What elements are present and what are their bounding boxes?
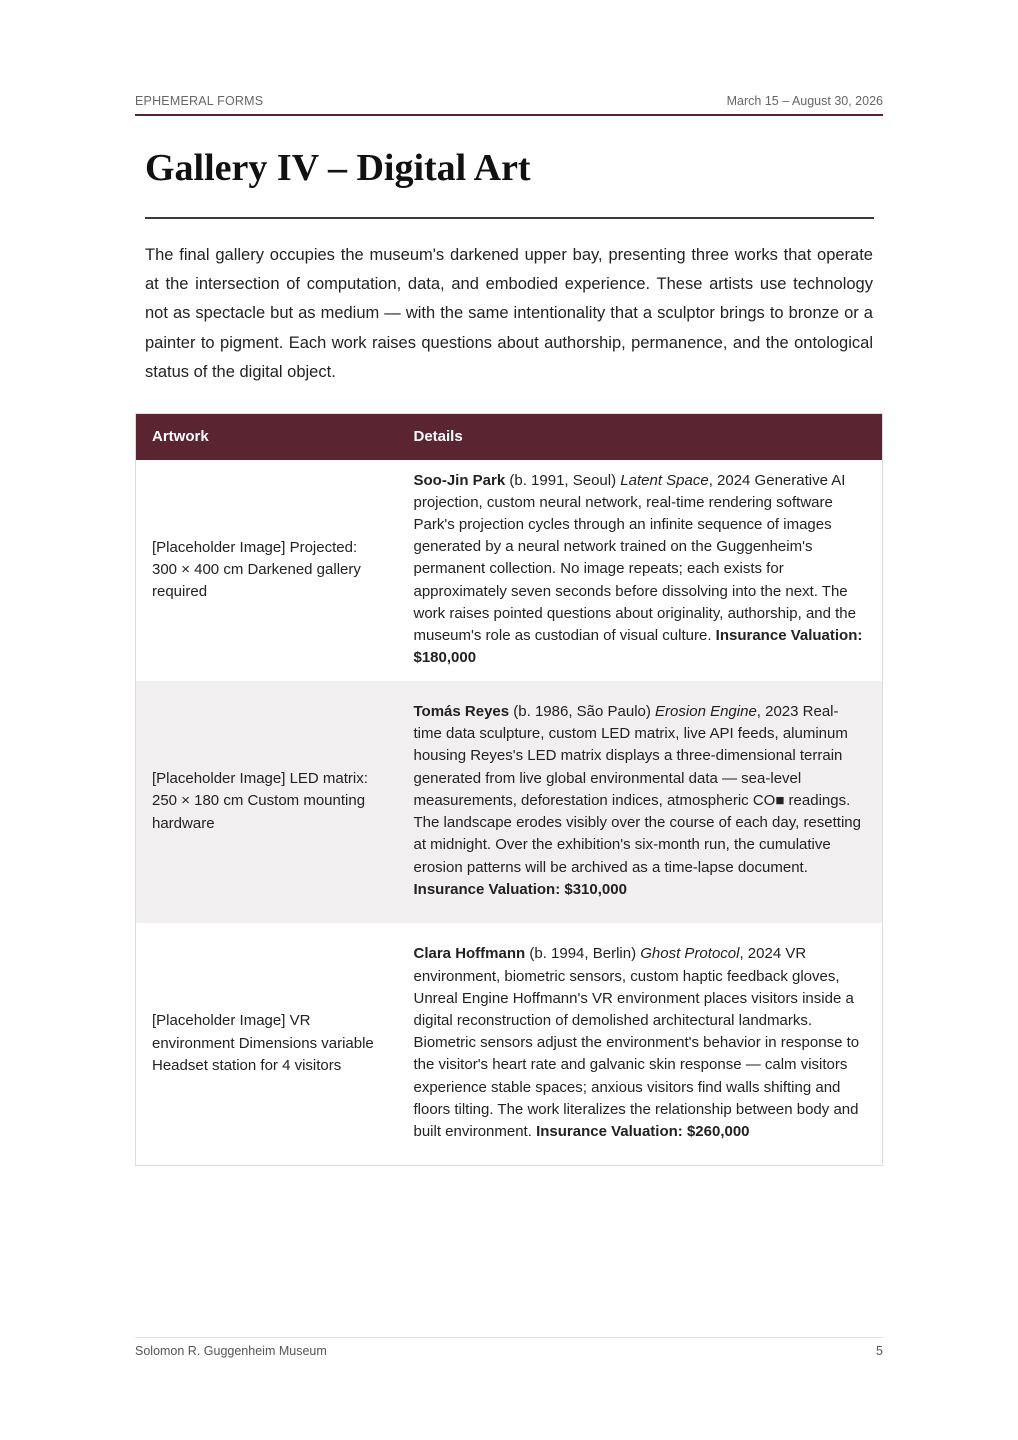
table-row bbox=[136, 460, 883, 681]
work-title: Erosion Engine bbox=[655, 703, 757, 721]
intro-paragraph: The final gallery occupies the museum's darkened upper bay, presenting three works that operate at the intersection of computation, data, and embodied experience. These artists use technology not as spectacle but as medium — with the same intentionality that a sculptor brings to bronze or a painter to pigment. Each work raises questions about authorship, permanence, and the ontological status of the digital object. bbox=[145, 246, 873, 381]
footer-divider bbox=[135, 1337, 883, 1338]
work-title: Ghost Protocol bbox=[640, 945, 740, 963]
column-header-artwork: Artwork bbox=[136, 414, 398, 460]
title-divider bbox=[145, 217, 874, 219]
artwork-placeholder: [Placeholder Image] LED matrix: 250 × 180 cm Custom mounting hardware bbox=[136, 681, 398, 923]
table-header-row bbox=[136, 414, 883, 460]
work-description: , 2023 Real-time data sculpture, custom LED matrix, live API feeds, aluminum housing Reyes's LED matrix displays a three-dimensional terrain generated from live global environmental data — sea-level measurements, deforestation indices, atmospheric CO■ readings. The landscape erodes visibly over the course of each day, resetting at midnight. Over the exhibition's six-month run, the cumulative erosion patterns will be archived as a time-lapse document. bbox=[413, 703, 861, 876]
artist-name: Soo-Jin Park bbox=[413, 471, 506, 489]
work-title: Latent Space bbox=[620, 471, 709, 489]
exhibition-name: EPHEMERAL FORMS bbox=[135, 94, 264, 108]
work-description: , 2024 Generative AI projection, custom neural network, real-time rendering software Park's projection cycles through an infinite sequence of images generated by a neural network trained on the Guggenheim's permanent collection. No image repeats; each exists for approximately seven seconds before dissolving into the next. The work raises pointed questions about originality, authorship, and the museum's role as custodian of visual culture. bbox=[413, 471, 856, 644]
page-title: Gallery IV – Digital Art bbox=[145, 147, 531, 189]
footer-institution: Solomon R. Guggenheim Museum bbox=[135, 1344, 327, 1358]
exhibition-dates: March 15 – August 30, 2026 bbox=[726, 94, 883, 108]
artwork-details bbox=[398, 460, 883, 681]
table-row bbox=[136, 923, 883, 1166]
running-header bbox=[135, 94, 883, 116]
work-description: , 2024 VR environment, biometric sensors, custom haptic feedback gloves, Unreal Engine Hoffmann's VR environment places visitors inside a digital reconstruction of demolished architectural landmarks. Biometric sensors adjust the environment's behavior in response to the visitor's heart rate and galvanic skin response — calm visitors experience stable spaces; anxious visitors find walls shifting and floors tilting. The work literalizes the relationship between body and built environment. bbox=[413, 945, 860, 1140]
artwork-placeholder: [Placeholder Image] Projected: 300 × 400 cm Darkened gallery required bbox=[152, 538, 361, 601]
artwork-placeholder: [Placeholder Image] VR environment Dimensions variable Headset station for 4 visitors bbox=[152, 1012, 374, 1074]
artwork-details bbox=[398, 923, 883, 1166]
table-row bbox=[136, 681, 883, 923]
page-number: 5 bbox=[876, 1344, 883, 1358]
insurance-valuation: Insurance Valuation: $260,000 bbox=[536, 1122, 750, 1140]
artist-name: Clara Hoffmann bbox=[413, 945, 526, 963]
artist-bio: (b. 1991, Seoul) bbox=[505, 471, 621, 489]
artwork-table bbox=[135, 413, 883, 1166]
insurance-valuation: Insurance Valuation: $310,000 bbox=[413, 880, 627, 898]
column-header-details: Details bbox=[398, 414, 883, 460]
artist-bio: (b. 1986, São Paulo) bbox=[509, 703, 656, 721]
artwork-details bbox=[398, 681, 883, 923]
artist-name: Tomás Reyes bbox=[413, 703, 510, 721]
insurance-valuation: Insurance Valuation: $180,000 bbox=[413, 627, 863, 667]
artist-bio: (b. 1994, Berlin) bbox=[525, 945, 641, 963]
